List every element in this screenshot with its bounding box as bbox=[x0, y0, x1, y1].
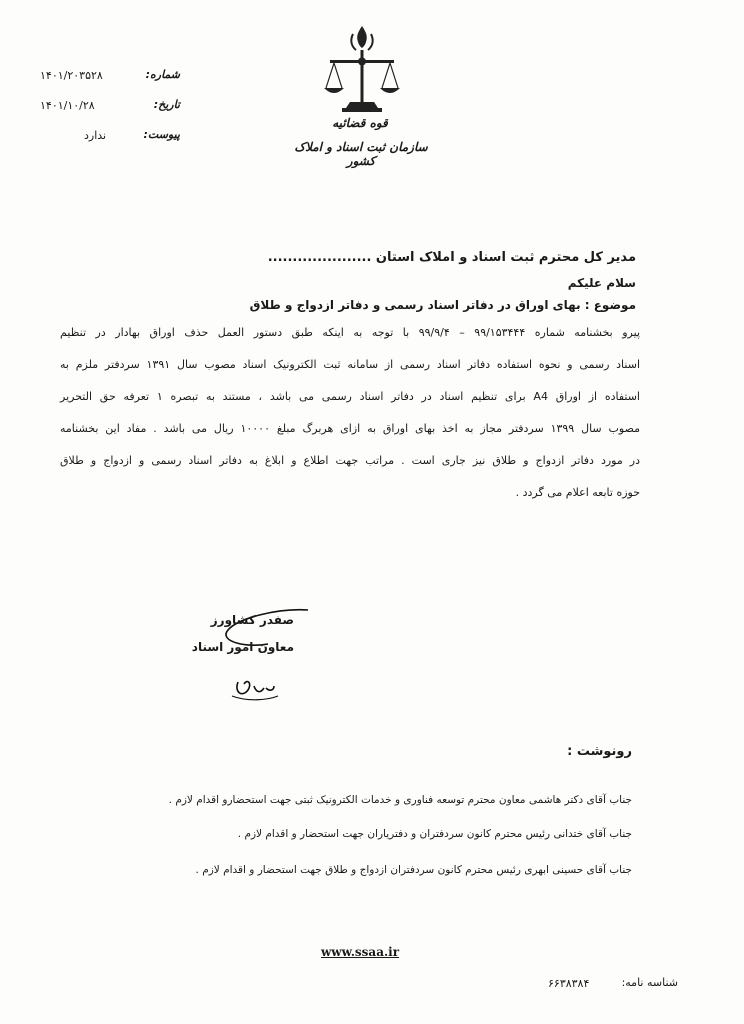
letter-date-label: تاریخ: bbox=[153, 98, 180, 111]
letter-recipient: مدیر کل محترم ثبت اسناد و املاک استان ..................... bbox=[267, 250, 636, 265]
letter-number-row bbox=[40, 68, 180, 88]
letter-date-value: ۱۴۰۱/۱۰/۲۸ bbox=[40, 99, 95, 112]
body-line-4: مصوب سال ۱۳۹۹ سردفتر مجاز به اخذ بهای اوراق به ازای هربرگ مبلغ ۱۰۰۰۰ ریال می باشد . مفاد این بخشنامه bbox=[60, 422, 640, 435]
body-line-2: اسناد رسمی و نحوه استفاده دفاتر اسناد رسمی از سامانه ثبت الکترونیک اسناد مصوب سال ۱۳۹۱ سردفتر ملزم به bbox=[60, 358, 640, 371]
letter-subject: موضوع : بهای اوراق در دفاتر اسناد رسمی و دفاتر ازدواج و طلاق bbox=[249, 298, 636, 312]
body-line-5: در مورد دفاتر ازدواج و طلاق نیز جاری است . مراتب جهت اطلاع و ابلاغ به دفاتر اسناد رسمی و ازدواج و طلاق bbox=[60, 454, 640, 467]
cc-title: رونوشت : bbox=[567, 744, 632, 759]
body-line-1: پیرو بخشنامه شماره ۹۹/۱۵۳۴۴۴ – ۹۹/۹/۴ با توجه به اینکه طبق دستور العمل حذف اوراق بهادار در تنظیم bbox=[60, 326, 641, 339]
body-line-3: استفاده از اوراق A4 برای تنظیم اسناد در دفاتر اسناد رسمی می باشد ، مستند به تبصره ۱ تعرفه حق التحریر bbox=[60, 390, 640, 403]
org-line-judiciary: قوه قضائیه bbox=[332, 116, 388, 130]
website-link[interactable]: www.ssaa.ir bbox=[320, 945, 400, 959]
document-id-value: ۶۶۳۸۳۸۴ bbox=[548, 977, 590, 990]
body-line-6: حوزه تابعه اعلام می گردد . bbox=[515, 486, 640, 499]
letter-date-row bbox=[40, 98, 180, 118]
letter-attachment-label: پیوست: bbox=[143, 128, 180, 141]
judiciary-emblem-icon bbox=[320, 22, 404, 118]
cc-item-3: جناب آقای حسینی ابهری رئیس محترم کانون سردفتران ازدواج و طلاق جهت استحضار و اقدام لازم . bbox=[195, 864, 632, 876]
cc-item-1: جناب آقای دکتر هاشمی معاون محترم توسعه فناوری و خدمات الکترونیک ثبتی جهت استحضارو اقدام لازم . bbox=[168, 794, 632, 806]
signatory-name: صفدر کشاورز bbox=[210, 613, 294, 627]
letter-attachment-row bbox=[40, 128, 180, 148]
letter-greeting: سلام علیکم bbox=[567, 276, 636, 290]
document-id-label: شناسه نامه: bbox=[621, 976, 678, 989]
org-line-registry: سازمان ثبت اسناد و املاک کشور bbox=[294, 140, 428, 168]
cc-item-2: جناب آقای ختدانی رئیس محترم کانون سردفتران و دفتریاران جهت استحضار و اقدام لازم . bbox=[237, 828, 632, 840]
letter-number-value: ۱۴۰۱/۲۰۳۵۲۸ bbox=[40, 69, 103, 82]
letter-attachment-value: ندارد bbox=[84, 129, 107, 142]
signatory-title: معاون امور اسناد bbox=[191, 640, 294, 654]
letter-number-label: شماره: bbox=[145, 68, 180, 81]
